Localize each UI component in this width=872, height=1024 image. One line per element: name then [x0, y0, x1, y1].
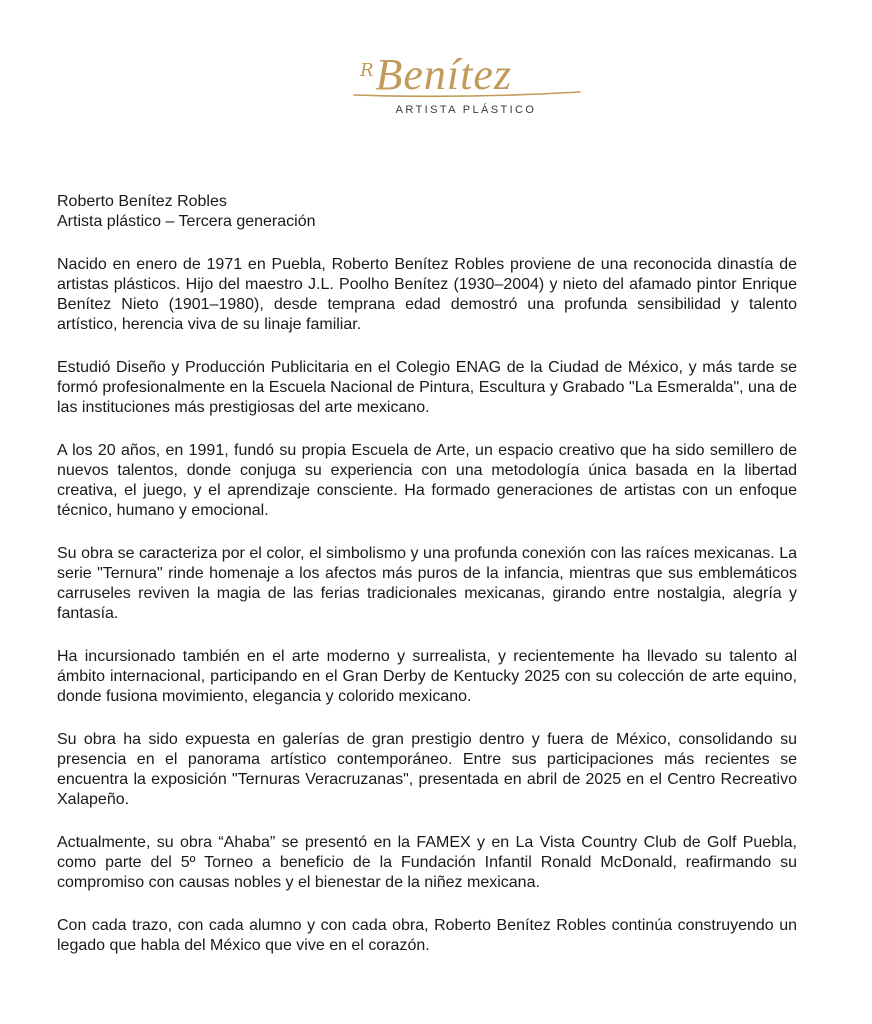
bio-paragraph: Ha incursionado también en el arte moderno y surrealista, y recientemente ha llevado su talento al ámbito internacional, participando en el Gran Derby de Kentucky 2025 con su colección de arte equino, donde fusiona movimiento, elegancia y colorido mexicano. — [57, 648, 797, 705]
bio-paragraph: Su obra ha sido expuesta en galerías de gran prestigio dentro y fuera de México, consolidando su presencia en el panorama artístico contemporáneo. Entre sus participaciones más recientes se encuentra la exposición "Ternuras Veracruzanas", presentada en abril de 2025 en el Centro Recreativo Xalapeño. — [57, 731, 797, 808]
bio-paragraph: Actualmente, su obra “Ahaba” se presentó en la FAMEX y en La Vista Country Club de Golf Puebla, como parte del 5º Torneo a beneficio de la Fundación Infantil Ronald McDonald, reafirmando su compromiso con causas nobles y el bienestar de la niñez mexicana. — [57, 834, 797, 891]
bio-paragraph: Nacido en enero de 1971 en Puebla, Roberto Benítez Robles proviene de una reconocida dinastía de artistas plásticos. Hijo del maestro J.L. Poolho Benítez (1930–2004) y nieto del afamado pintor Enrique Benítez Nieto (1901–1980), desde temprana edad demostró una profunda sensibilidad y talento artístico, herencia viva de su linaje familiar. — [57, 256, 797, 333]
logo-tagline: ARTISTA PLÁSTICO — [395, 104, 537, 116]
logo-wordmark — [360, 50, 512, 100]
bio-paragraph: A los 20 años, en 1991, fundó su propia Escuela de Arte, un espacio creativo que ha sido semillero de nuevos talentos, donde conjuga su experiencia con una metodología única basada en la libertad creativa, el juego, y el aprendizaje consciente. Ha formado generaciones de artistas con un enfoque técnico, humano y emocional. — [57, 442, 797, 519]
logo-name: Benítez — [375, 50, 513, 99]
logo-initial: R — [359, 60, 374, 81]
bio-header — [57, 192, 797, 232]
biography — [57, 192, 797, 979]
bio-paragraph: Su obra se caracteriza por el color, el simbolismo y una profunda conexión con las raíces mexicanas. La serie "Ternura" rinde homenaje a los afectos más puros de la infancia, mientras que sus emblemáticos carruseles reviven la magia de las ferias tradicionales mexicanas, girando entre nostalgia, alegría y fantasía. — [57, 545, 797, 622]
artist-subtitle: Artista plástico – Tercera generación — [57, 213, 316, 230]
bio-paragraph: Estudió Diseño y Producción Publicitaria en el Colegio ENAG de la Ciudad de México, y más tarde se formó profesionalmente en la Escuela Nacional de Pintura, Escultura y Grabado "La Esmeralda", una de las instituciones más prestigiosas del arte mexicano. — [57, 359, 797, 416]
bio-paragraph: Con cada trazo, con cada alumno y con cada obra, Roberto Benítez Robles continúa construyendo un legado que habla del México que vive en el corazón. — [57, 917, 797, 954]
artist-name: Roberto Benítez Robles — [57, 193, 227, 210]
logo-swash-icon — [352, 88, 582, 98]
logo — [0, 50, 872, 116]
